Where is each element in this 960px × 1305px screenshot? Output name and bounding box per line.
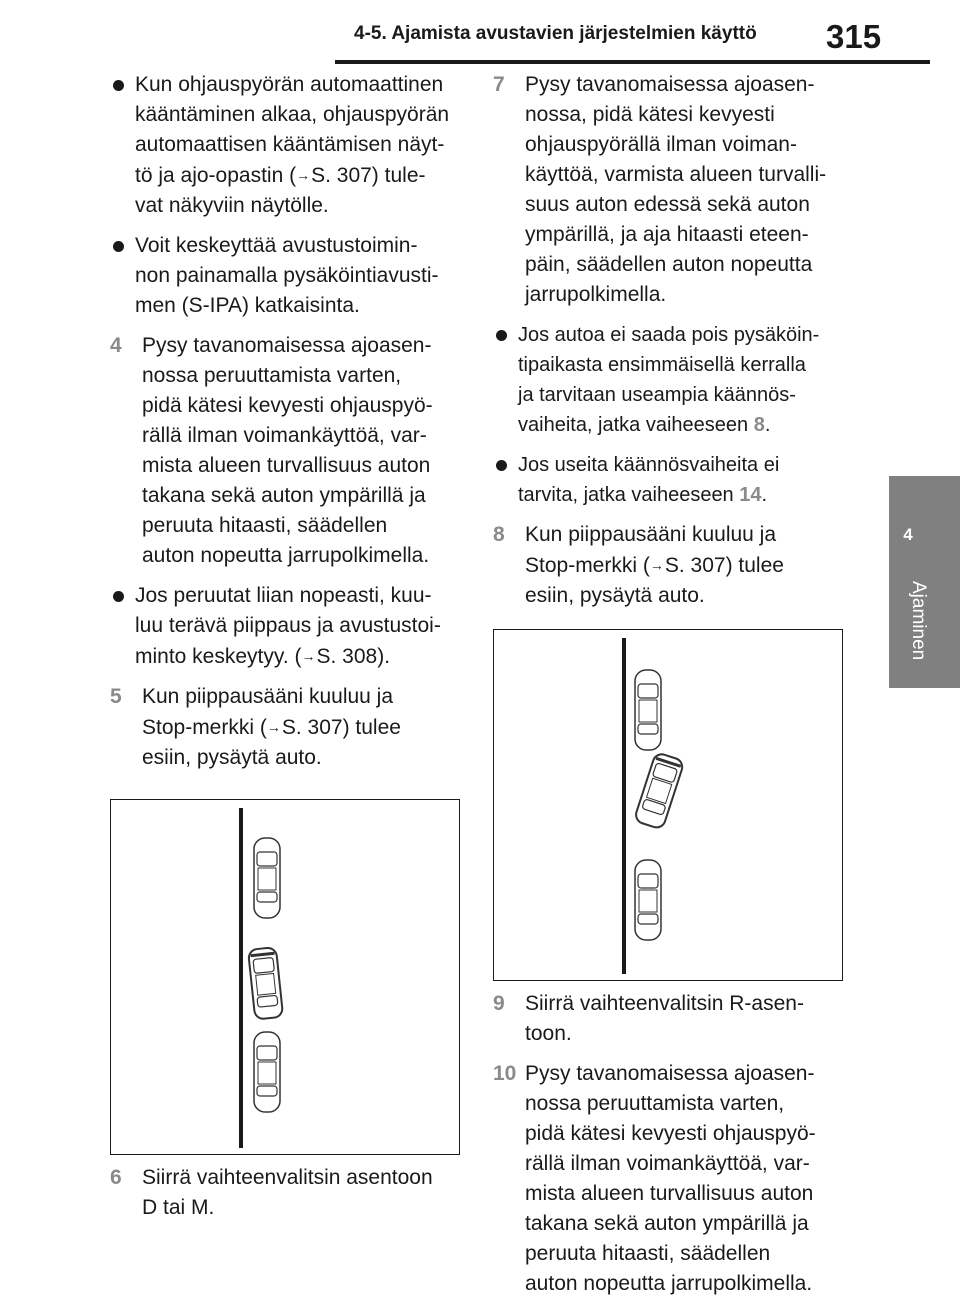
- text-line: Voit keskeyttää avustustoimin-: [135, 234, 418, 257]
- right-column: [493, 70, 853, 1299]
- step-4: [110, 331, 470, 571]
- text-line: D tai M.: [142, 1196, 215, 1219]
- bullet-reverse-too-fast: [110, 581, 470, 672]
- step-10: [493, 1059, 853, 1299]
- text-fragment: .: [761, 484, 768, 506]
- chapter-number: 4: [903, 525, 913, 544]
- text-line: vat näkyviin näytölle.: [135, 194, 329, 217]
- page-header: [0, 0, 960, 66]
- text-line: [142, 712, 470, 743]
- text-line: auton nopeutta jarrupolkimella.: [142, 544, 430, 567]
- text-line: mista alueen turvallisuus auton: [142, 454, 431, 477]
- text-line: nossa peruuttamista varten,: [525, 1092, 785, 1115]
- bullet-dot-icon: [113, 80, 124, 91]
- arrow-right-icon: →: [649, 557, 664, 573]
- section-title: 4-5. Ajamista avustavien järjestelmien käyttö: [354, 23, 757, 44]
- chapter-side-tab: [889, 476, 960, 688]
- text-fragment: tö ja ajo-opastin (: [135, 164, 297, 187]
- arrow-right-icon: →: [301, 648, 316, 664]
- text-line: peruuta hitaasti, säädellen: [142, 514, 388, 537]
- page-ref-link[interactable]: S. 307) tule-: [311, 164, 426, 187]
- text-line: [518, 410, 853, 440]
- text-line: automaattisen kääntämisen näyt-: [135, 133, 445, 156]
- bullet-cancel-assist: [110, 231, 470, 321]
- text-line: tipaikasta ensimmäisellä kerralla: [518, 354, 806, 376]
- text-line: Siirrä vaihteenvalitsin asentoon: [142, 1166, 433, 1189]
- text-line: ympärillä, ja aja hitaasti eteen-: [525, 223, 809, 246]
- text-line: men (S-IPA) katkaisinta.: [135, 294, 360, 317]
- bullet-single-turn: [493, 450, 853, 510]
- text-line: Siirrä vaihteenvalitsin R-asen-: [525, 992, 804, 1015]
- text-line: luu terävä piippaus ja avustustoi-: [135, 614, 441, 637]
- text-line: esiin, pysäytä auto.: [142, 746, 322, 769]
- parking-diagram-svg: [494, 630, 842, 980]
- text-line: Pysy tavanomaisessa ajoasen-: [525, 1062, 815, 1085]
- parked-car-rear-icon: [635, 860, 661, 940]
- step-5: [110, 682, 470, 773]
- step-8: [493, 520, 853, 611]
- step-ref-link[interactable]: 8: [753, 414, 765, 436]
- text-line: Pysy tavanomaisessa ajoasen-: [142, 334, 432, 357]
- header-rule: [335, 60, 930, 64]
- text-line: ohjauspyörällä ilman voiman-: [525, 133, 797, 156]
- text-line: auton nopeutta jarrupolkimella.: [525, 1272, 813, 1295]
- text-line: mista alueen turvallisuus auton: [525, 1182, 814, 1205]
- bullet-dot-icon: [113, 591, 124, 602]
- text-fragment: Stop-merkki (: [525, 554, 650, 577]
- text-line: toon.: [525, 1022, 572, 1045]
- parked-car-front-icon: [254, 838, 280, 918]
- arrow-right-icon: →: [266, 719, 281, 735]
- moving-car-icon: [248, 947, 283, 1020]
- left-column: [110, 70, 470, 1223]
- page-ref-link[interactable]: S. 308).: [316, 645, 391, 668]
- step-number: 4: [110, 334, 122, 357]
- diagram-pull-forward: [493, 629, 843, 981]
- text-line: [525, 550, 853, 581]
- bullet-dot-icon: [113, 241, 124, 252]
- step-9: [493, 989, 853, 1049]
- text-line: non painamalla pysäköintiavusti-: [135, 264, 439, 287]
- text-fragment: Stop-merkki (: [142, 716, 267, 739]
- page-ref-link[interactable]: S. 307) tulee: [281, 716, 401, 739]
- chapter-label: Ajaminen: [908, 581, 929, 661]
- text-line: nossa, pidä kätesi kevyesti: [525, 103, 775, 126]
- text-line: Kun piippausääni kuuluu ja: [142, 685, 394, 708]
- page-ref-link[interactable]: S. 307) tulee: [664, 554, 784, 577]
- text-line: [135, 641, 470, 672]
- page-number: 315: [826, 18, 882, 55]
- text-line: käyttöä, varmista alueen turvalli-: [525, 163, 827, 186]
- text-line: takana sekä auton ympärillä ja: [525, 1212, 809, 1235]
- step-6: [110, 1163, 470, 1223]
- step-ref-link[interactable]: 14: [739, 484, 762, 506]
- text-fragment: minto keskeytyy. (: [135, 645, 302, 668]
- step-number: 9: [493, 992, 505, 1015]
- moving-car-icon: [634, 752, 685, 830]
- text-line: Jos autoa ei saada pois pysäköin-: [518, 324, 820, 346]
- bullet-steering-display: [110, 70, 470, 221]
- text-line: Kun piippausääni kuuluu ja: [525, 523, 777, 546]
- text-fragment: .: [764, 414, 771, 436]
- text-line: peruuta hitaasti, säädellen: [525, 1242, 771, 1265]
- text-fragment: tarvita, jatka vaiheeseen: [518, 484, 740, 506]
- text-line: Pysy tavanomaisessa ajoasen-: [525, 73, 815, 96]
- arrow-right-icon: →: [296, 167, 311, 183]
- text-fragment: vaiheita, jatka vaiheeseen: [518, 414, 754, 436]
- step-number: 8: [493, 523, 505, 546]
- text-line: [518, 480, 853, 510]
- bullet-dot-icon: [496, 460, 507, 471]
- step-number: 10: [493, 1062, 517, 1085]
- text-line: esiin, pysäytä auto.: [525, 584, 705, 607]
- parked-car-rear-icon: [254, 1032, 280, 1112]
- text-line: jarrupolkimella.: [525, 283, 667, 306]
- parked-car-front-icon: [635, 670, 661, 750]
- bullet-multiple-turns: [493, 320, 853, 440]
- text-line: pidä kätesi kevyesti ohjauspyö-: [525, 1122, 816, 1145]
- diagram-reverse-into-space: [110, 799, 460, 1155]
- step-7: [493, 70, 853, 310]
- text-line: rällä ilman voimankäyttöä, var-: [525, 1152, 810, 1175]
- text-line: suus auton edessä sekä auton: [525, 193, 810, 216]
- text-line: ja tarvitaan useampia käännös-: [518, 384, 796, 406]
- text-line: Jos peruutat liian nopeasti, kuu-: [135, 584, 432, 607]
- step-number: 6: [110, 1166, 122, 1189]
- text-line: Jos useita käännösvaiheita ei: [518, 454, 780, 476]
- text-line: takana sekä auton ympärillä ja: [142, 484, 426, 507]
- text-line: nossa peruuttamista varten,: [142, 364, 402, 387]
- bullet-dot-icon: [496, 330, 507, 341]
- text-line: rällä ilman voimankäyttöä, var-: [142, 424, 427, 447]
- step-number: 5: [110, 685, 122, 708]
- parking-diagram-svg: [111, 800, 459, 1154]
- text-line: kääntäminen alkaa, ohjauspyörän: [135, 103, 450, 126]
- text-line: Kun ohjauspyörän automaattinen: [135, 73, 444, 96]
- text-line: [135, 160, 470, 191]
- text-line: päin, säädellen auton nopeutta: [525, 253, 813, 276]
- step-number: 7: [493, 73, 505, 96]
- text-line: pidä kätesi kevyesti ohjauspyö-: [142, 394, 433, 417]
